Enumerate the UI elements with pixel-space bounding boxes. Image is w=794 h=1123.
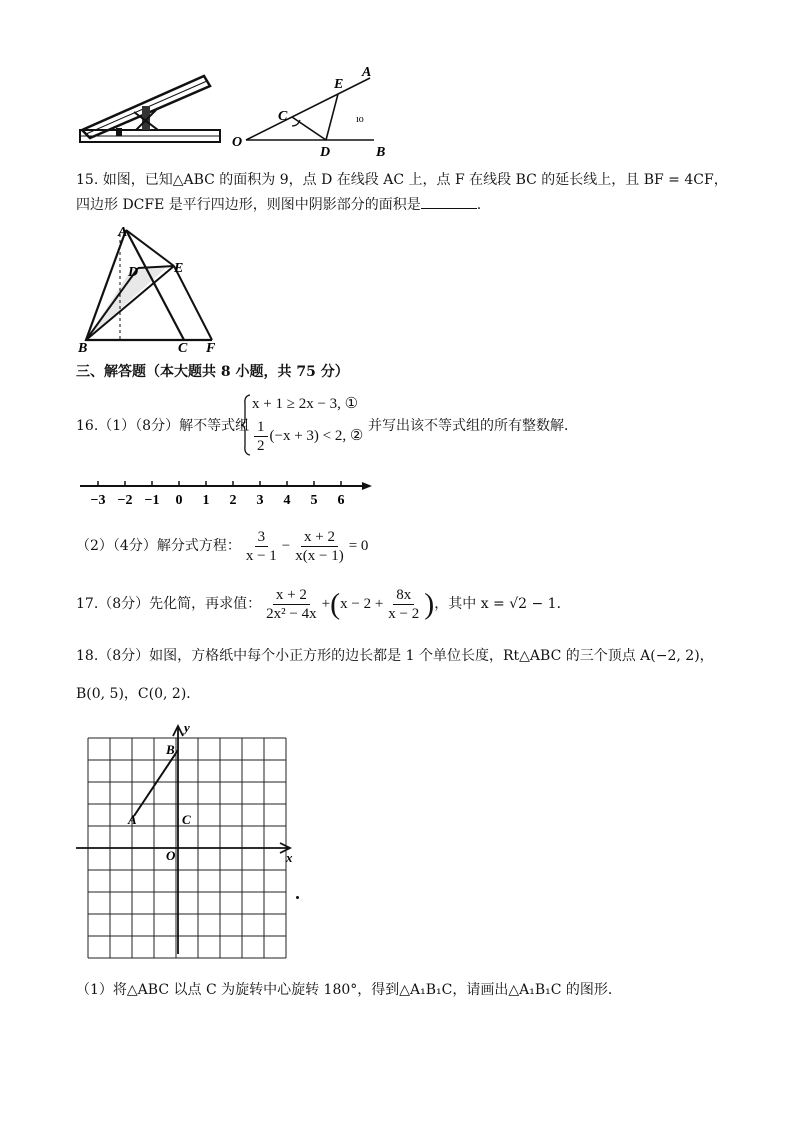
inequality-2 [252, 418, 363, 455]
eq-minus: − [281, 537, 291, 554]
fraction-equation [241, 529, 369, 564]
q16-part1-prefix: 16.（1）（8分）解不等式组 [76, 418, 250, 434]
q17-paren-close: ) [424, 587, 435, 621]
q15-triangle-figure [74, 224, 224, 354]
ineq2-half [254, 418, 268, 455]
q17-prefix: 17.（8分）先化简，再求值： [76, 595, 262, 612]
q17-f1-den: 2x² − 4x [266, 606, 317, 622]
ladder-figure [76, 72, 226, 148]
q15-label-A: A [118, 225, 128, 240]
q17-frac-2 [385, 586, 422, 623]
q15-label-C: C [178, 341, 188, 354]
q16-part2 [76, 528, 368, 565]
eq-frac-2 [292, 528, 346, 565]
label-D: D [320, 145, 331, 160]
number-line-tick-label: −3 [90, 493, 106, 508]
q15-line2 [76, 194, 481, 215]
q18-part1: （1）将△ABC 以点 C 为旋转中心旋转 180°，得到△A₁B₁C，请画出△A₁B₁C 的图形． [76, 982, 622, 998]
q15-label-E: E [174, 261, 184, 276]
q17-suffix: ，其中 x = √2 − 1． [434, 595, 571, 612]
eq-frac-1 [243, 528, 280, 565]
ineq2-rest: (−x + 3) < 2, ② [269, 427, 364, 444]
q18-line1: 18.（8分）如图，方格纸中每个小正方形的边长都是 1 个单位长度，Rt△ABC 的三个顶点 A(−2, 2)， [76, 648, 714, 664]
eq-end: = 0 [348, 537, 369, 554]
number-line-tick-label: 4 [283, 493, 291, 508]
label-C: C [278, 109, 288, 124]
number-line-tick-label: 5 [310, 493, 318, 508]
inequality-1: x + 1 ≥ 2x − 3, ① [252, 396, 359, 412]
number-line-tick-label: 1 [202, 493, 210, 508]
stray-dot [296, 896, 299, 899]
label-O: O [232, 135, 243, 150]
q15-label-F: F [206, 341, 216, 354]
number-line-tick-label: −2 [117, 493, 133, 508]
label-mark: ıo [356, 114, 364, 125]
q17-line [76, 586, 571, 623]
axis-x-label: x [286, 850, 293, 865]
q17-frac-1 [263, 586, 319, 623]
q17-expression [261, 587, 435, 622]
q17-inner: x − 2 + [340, 595, 384, 612]
point-A-label: A [128, 812, 137, 827]
q17-plus: + [321, 595, 331, 612]
q17-f2-num: 8x [393, 586, 414, 605]
number-line-tick-label: 3 [256, 493, 264, 508]
eq-frac-2-num: x + 2 [301, 528, 338, 547]
system-brace [240, 394, 252, 456]
q16-part2-prefix: （2）（4分）解分式方程： [76, 537, 241, 554]
number-line [76, 474, 376, 508]
q18-line2: B(0, 5)，C(0, 2)． [76, 686, 201, 702]
eq-frac-1-num: 3 [255, 528, 269, 547]
label-A: A [362, 65, 372, 80]
number-line-tick-label: 0 [175, 493, 183, 508]
angle-figure [226, 64, 396, 160]
q17-f2-den: x − 2 [388, 606, 420, 622]
q17-f1-num: x + 2 [273, 586, 310, 605]
q16-part1-suffix: 并写出该不等式组的所有整数解． [368, 418, 578, 434]
q15-label-D: D [128, 265, 139, 280]
coordinate-grid [74, 722, 304, 962]
q15-label-B: B [78, 341, 88, 354]
label-B: B [376, 145, 386, 160]
eq-frac-1-den: x − 1 [245, 548, 277, 564]
point-B-label: B [166, 742, 175, 757]
label-E: E [334, 77, 344, 92]
ineq2-num: 1 [254, 418, 268, 437]
section-heading: 三、解答题（本大题共 8 小题，共 75 分） [76, 364, 349, 380]
point-C-label: C [182, 812, 191, 827]
q15-line1: 15. 如图，已知△ABC 的面积为 9，点 D 在线段 AC 上，点 F 在线段 BC 的延长线上，且 BF = 4CF， [76, 172, 728, 188]
axis-y-label: y [184, 722, 190, 735]
q17-paren-open: ( [330, 587, 341, 621]
number-line-tick-label: 2 [229, 493, 237, 508]
ineq2-den: 2 [257, 438, 265, 454]
number-line-tick-label: 6 [337, 493, 345, 508]
number-line-tick-label: −1 [144, 493, 160, 508]
q15-line2-end: . [476, 197, 482, 213]
origin-label: O [166, 848, 176, 863]
answer-blank[interactable] [421, 194, 477, 209]
q15-line2-text: 四边形 DCFE 是平行四边形，则图中阴影部分的面积是 [76, 197, 421, 213]
eq-frac-2-den: x(x − 1) [295, 548, 344, 564]
